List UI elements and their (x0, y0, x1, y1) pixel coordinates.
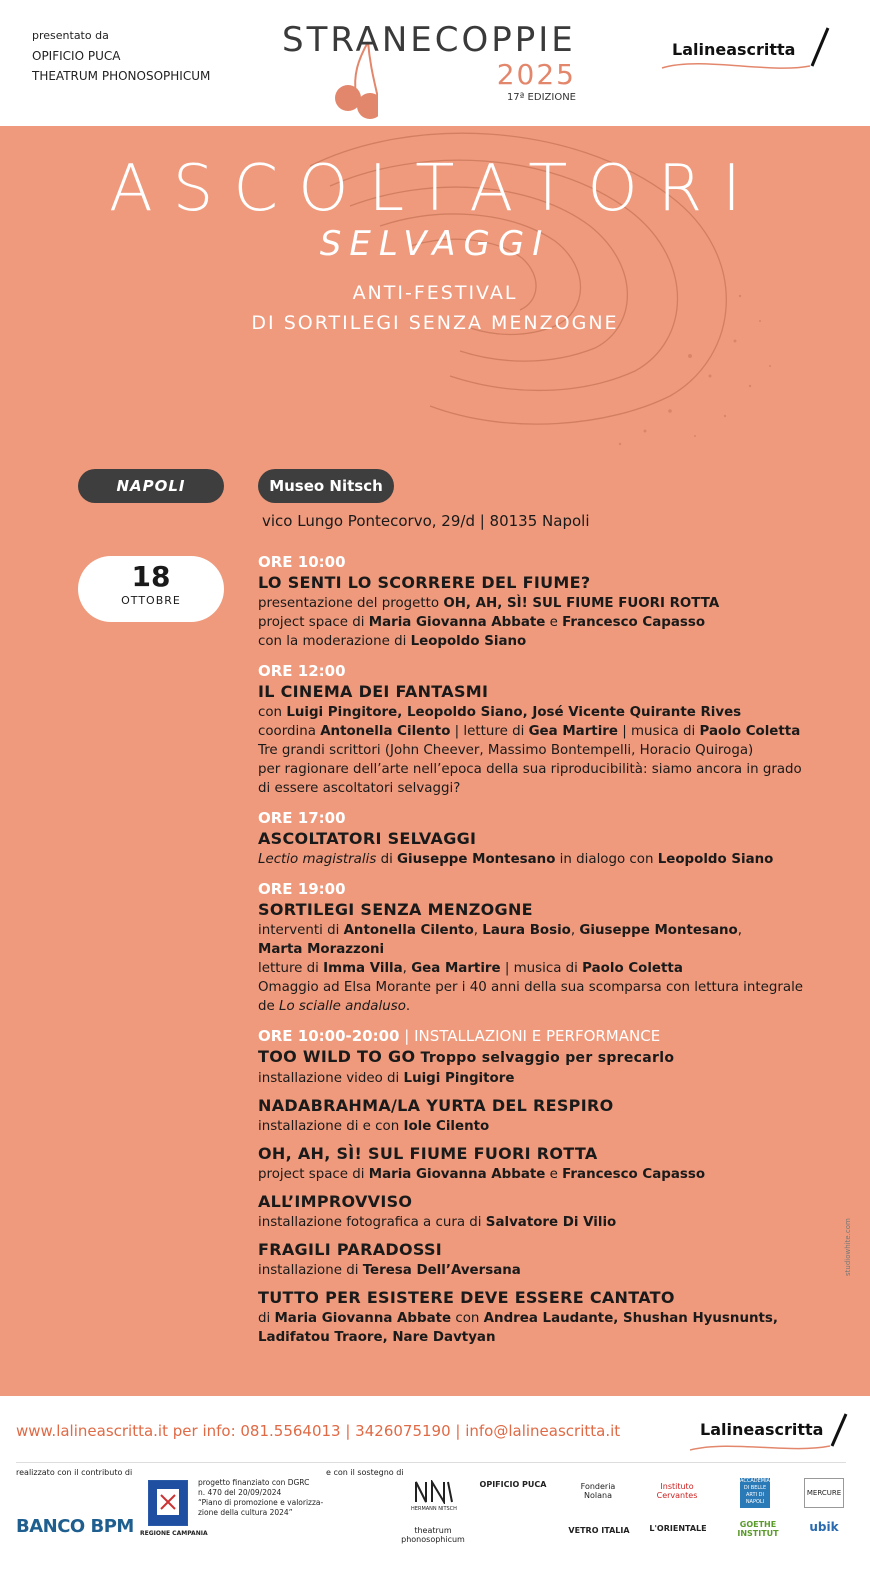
installation-title: TUTTO PER ESISTERE DEVE ESSERE CANTATO (258, 1288, 675, 1307)
event-5-installations (258, 1026, 848, 1347)
regione-campania-crest-icon (148, 1480, 188, 1526)
event-title: LO SENTI LO SCORRERE DEL FIUME? (258, 573, 591, 592)
designer-credit: studiowhite.com (844, 1218, 852, 1276)
opificio-puca-logo: OPIFICIO PUCA (479, 1480, 547, 1489)
banco-bpm-logo: BANCO BPM (16, 1516, 134, 1537)
event-line: per ragionare dell’arte nell’epoca della sua riproducibilità: siamo ancora in grado (258, 762, 802, 777)
contributors-label: realizzato con il contributo di (16, 1468, 133, 1477)
program (258, 552, 848, 1347)
event-time: ORE 19:00 (258, 880, 346, 898)
hermann-nitsch-logo: HERMANN NITSCH (404, 1480, 464, 1512)
regione-campania-label: REGIONE CAMPANIA (140, 1530, 208, 1537)
vetro-italia-logo: VETRO ITALIA (568, 1526, 630, 1535)
event-3 (258, 808, 848, 869)
event-4 (258, 879, 848, 1016)
header (0, 0, 870, 126)
event-time: ORE 17:00 (258, 809, 346, 827)
date-month: OTTOBRE (121, 594, 181, 607)
mercure-logo: MERCURE (804, 1478, 844, 1508)
poster-body (0, 126, 870, 1396)
presenter-1: OPIFICIO PUCA (32, 49, 121, 63)
installation-line: project space di Maria Giovanna Abbate e Francesco Capasso (258, 1167, 706, 1182)
event-title: ASCOLTATORI SELVAGGI (258, 829, 477, 848)
event-1 (258, 552, 848, 651)
event-line: con Luigi Pingitore, Leopoldo Siano, José Vicente Quirante Rives (258, 705, 742, 720)
event-line: presentazione del progetto OH, AH, SÌ! SUL FIUME FUORI ROTTA (258, 596, 720, 611)
hn-mark-icon (412, 1480, 456, 1504)
festival-name: STRANECOPPIE (282, 20, 576, 60)
lalineascritta-logo (660, 26, 840, 76)
presented-by-label: presentato da (32, 29, 109, 42)
footer (0, 1396, 870, 1584)
installation-item (258, 1239, 848, 1280)
lalineascritta-logo-text: Lalineascritta (672, 40, 796, 59)
installation-item (258, 1095, 848, 1136)
theatrum-logo: theatrum phonosophicum (401, 1526, 465, 1544)
installation-title: TOO WILD TO GO Troppo selvaggio per sprecarlo (258, 1047, 675, 1066)
presenter-2: THEATRUM PHONOSOPHICUM (32, 69, 211, 83)
event-line: Tre grandi scrittori (John Cheever, Massimo Bontempelli, Horacio Quiroga) (258, 743, 754, 758)
supporters-label: e con il sostegno di (326, 1468, 404, 1477)
event-line: con la moderazione di Leopoldo Siano (258, 634, 527, 649)
goethe-institut-logo: GOETHE INSTITUT (737, 1520, 779, 1538)
festival-logo (282, 20, 592, 115)
venue-badge: Museo Nitsch (258, 469, 394, 503)
hero-subtitle-2: DI SORTILEGI SENZA MENZOGNE (251, 312, 619, 334)
installation-title: ALL’IMPROVVISO (258, 1192, 413, 1211)
instituto-cervantes-logo: Instituto Cervantes (656, 1482, 698, 1500)
ubik-logo: ubik (809, 1520, 839, 1534)
fonderia-nolana-logo: Fonderia Nolana (580, 1482, 616, 1500)
city-badge: NAPOLI (78, 469, 224, 503)
installation-line: installazione di e con Iole Cilento (258, 1119, 490, 1134)
event-line: coordina Antonella Cilento | letture di Gea Martire | musica di Paolo Coletta (258, 724, 801, 739)
event-line: letture di Imma Villa, Gea Martire | musica di Paolo Coletta (258, 961, 683, 976)
event-line: Marta Morazzoni (258, 942, 385, 957)
event-line: project space di Maria Giovanna Abbate e Francesco Capasso (258, 615, 706, 630)
orientale-logo: L'ORIENTALE (649, 1524, 707, 1533)
event-title: SORTILEGI SENZA MENZOGNE (258, 900, 533, 919)
event-line: Lectio magistralis di Giuseppe Montesano in dialogo con Leopoldo Siano (258, 852, 774, 867)
festival-edition: 17ª EDIZIONE (506, 92, 576, 103)
presented-by (32, 26, 210, 86)
installation-item (258, 1143, 848, 1184)
event-line: di essere ascoltatori selvaggi? (258, 781, 461, 796)
lalineascritta-footer-logo (690, 1410, 850, 1456)
hero-title: ASCOLTATORI (108, 152, 762, 226)
event-line: Omaggio ad Elsa Morante per i 40 anni della sua scomparsa con lettura integrale (258, 980, 804, 995)
contact-info[interactable]: www.lalineascritta.it per info: 081.5564013 | 3426075190 | info@lalineascritta.it (16, 1422, 621, 1440)
installation-line: installazione di Teresa Dell’Aversana (258, 1263, 521, 1278)
event-time: ORE 12:00 (258, 662, 346, 680)
event-line: de Lo scialle andaluso. (258, 999, 411, 1014)
event-time: ORE 10:00 (258, 553, 346, 571)
installation-item (258, 1191, 848, 1232)
funding-note: progetto finanziato con DGRC n. 470 del 20/09/2024 “Piano di promozione e valorizza- zione della cultura 2024” (198, 1478, 324, 1517)
hero-title-italic: SELVAGGI (319, 224, 551, 264)
installation-line: installazione fotografica a cura di Salvatore Di Vilio (258, 1215, 617, 1230)
hero-subtitle-1: ANTI-FESTIVAL (352, 282, 518, 304)
lalineascritta-footer-logo-text: Lalineascritta (700, 1420, 824, 1439)
installation-item (258, 1046, 848, 1088)
event-title: IL CINEMA DEI FANTASMI (258, 682, 489, 701)
installation-item (258, 1287, 848, 1347)
date-day: 18 (131, 560, 171, 593)
installation-line: di Maria Giovanna Abbate con Andrea Laudante, Shushan Hyusnunts, (258, 1311, 778, 1326)
venue-address: vico Lungo Pontecorvo, 29/d | 80135 Napoli (262, 512, 590, 530)
event-time: ORE 10:00-20:00 | INSTALLAZIONI E PERFORMANCE (258, 1027, 661, 1045)
divider (16, 1462, 846, 1463)
date-badge (78, 556, 224, 622)
accademia-logo: ACCADEMIA DI BELLE ARTI DI NAPOLI (740, 1478, 770, 1508)
installation-line: installazione video di Luigi Pingitore (258, 1071, 515, 1086)
installation-title: NADABRAHMA/LA YURTA DEL RESPIRO (258, 1096, 614, 1115)
event-line: interventi di Antonella Cilento, Laura Bosio, Giuseppe Montesano, (258, 923, 743, 938)
installation-title: FRAGILI PARADOSSI (258, 1240, 443, 1259)
installation-title: OH, AH, SÌ! SUL FIUME FUORI ROTTA (258, 1144, 598, 1163)
installation-line: Ladifatou Traore, Nare Davtyan (258, 1330, 496, 1345)
event-2 (258, 661, 848, 798)
festival-year: 2025 (496, 58, 576, 91)
